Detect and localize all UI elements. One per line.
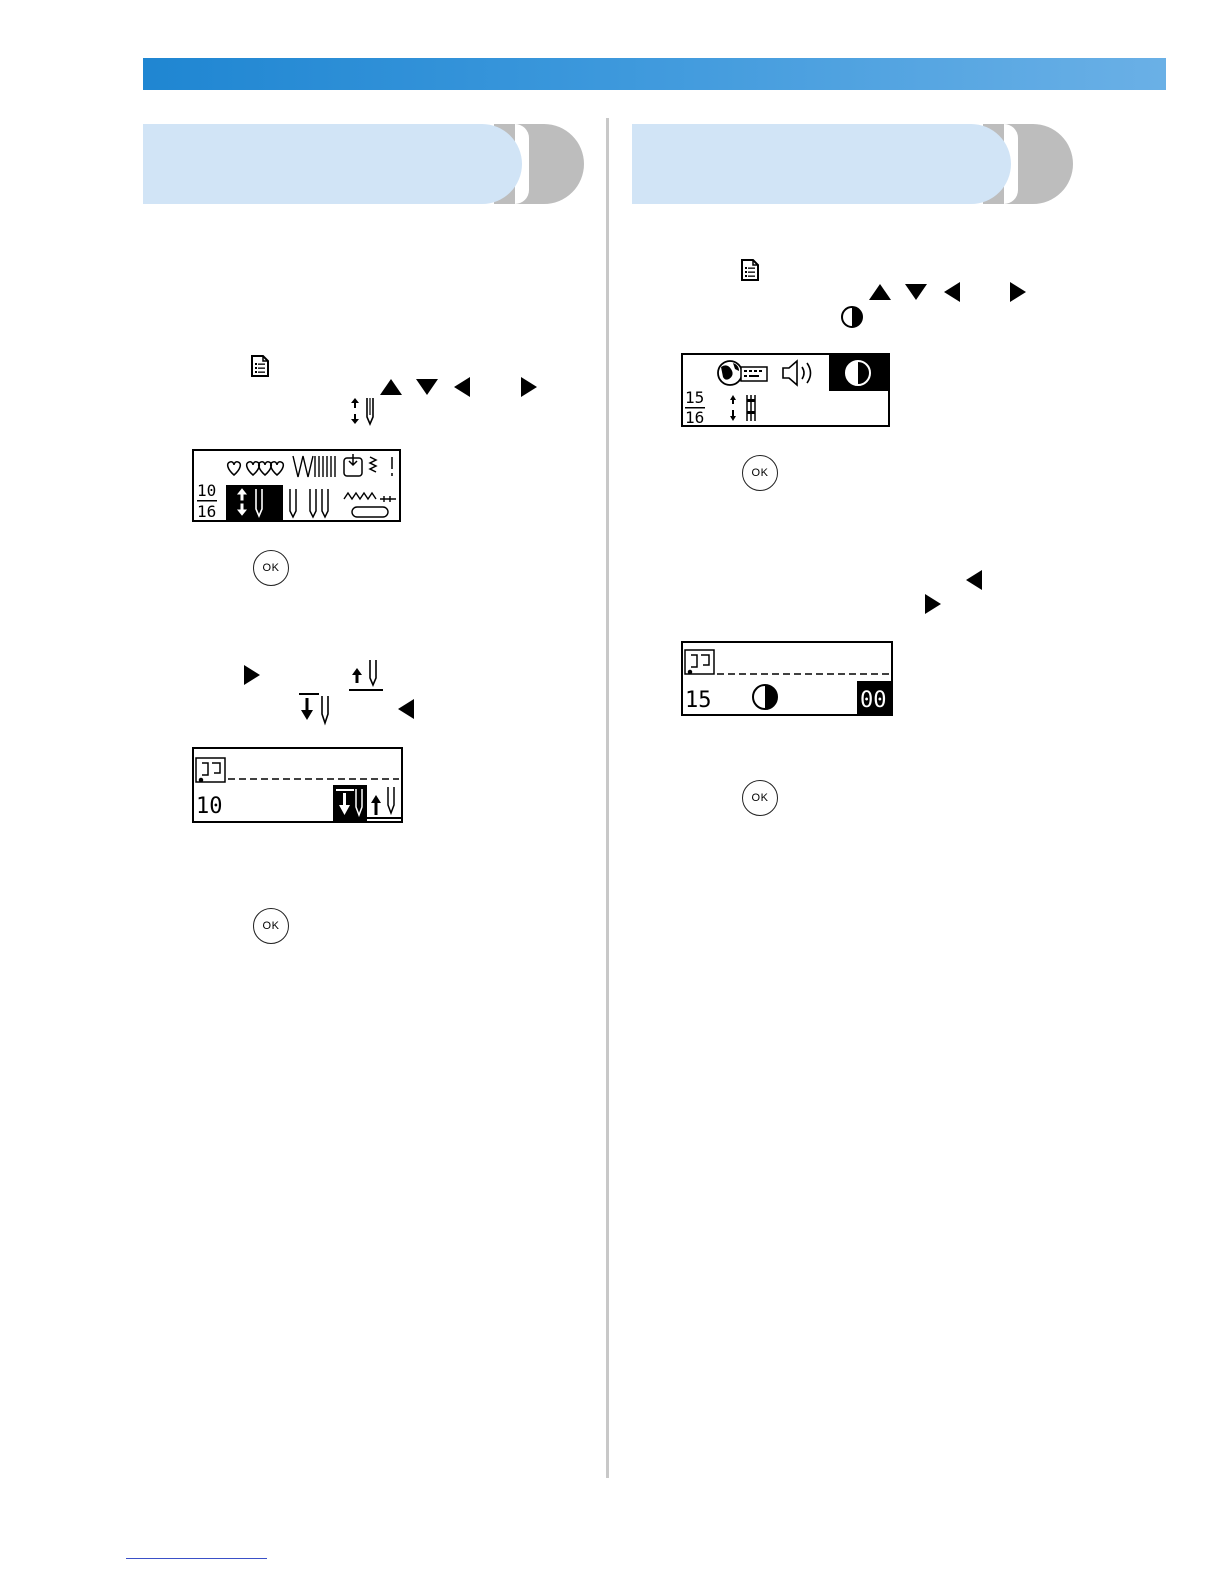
column-divider: [606, 118, 609, 1478]
sewing-machine-icon: [685, 650, 714, 674]
ok-button-label: OK: [262, 562, 280, 574]
left-arrow-icon: [453, 376, 471, 398]
left-arrow-icon: [965, 569, 983, 591]
left-arrow-icon: [397, 698, 415, 720]
needle-up-icon: [348, 656, 384, 692]
setting-row-number: 10: [196, 794, 223, 819]
page-top-number: 10: [197, 481, 217, 500]
ok-button[interactable]: [253, 550, 289, 586]
stitch-pattern-icon: [293, 456, 335, 477]
page-bottom-number: 16: [197, 502, 217, 520]
settings-menu-icon: [248, 354, 272, 378]
contrast-value: 00: [860, 688, 887, 713]
bobbin-icon: [344, 454, 362, 476]
settings-menu-icon: [738, 258, 762, 282]
speaker-icon: [783, 361, 811, 385]
header-bar: [143, 58, 1166, 90]
right-arrow-icon: [1009, 281, 1027, 303]
needle-down-icon: [298, 692, 334, 728]
right-arrow-icon: [243, 664, 261, 686]
right-arrow-icon: [924, 593, 942, 615]
lcd-contrast-setting-screen: [681, 641, 893, 716]
contrast-icon: [840, 305, 864, 329]
ok-button[interactable]: [742, 455, 778, 491]
ok-button[interactable]: [253, 908, 289, 944]
sewing-machine-icon: [196, 758, 225, 782]
language-icon: [718, 361, 767, 385]
thread-icon: [370, 457, 392, 476]
up-arrow-icon: [868, 283, 892, 301]
ok-button-label: OK: [262, 920, 280, 932]
down-arrow-icon: [904, 283, 928, 301]
down-arrow-icon: [415, 378, 439, 396]
lcd-contrast-menu-screen: [681, 353, 890, 427]
ok-button-label: OK: [751, 467, 769, 479]
contrast-selected-icon: [846, 361, 870, 385]
needle-adjust-icon: [730, 395, 755, 421]
contrast-icon: [753, 685, 777, 709]
heart-pattern-icon: [228, 462, 284, 475]
up-arrow-icon: [379, 378, 403, 396]
ok-button[interactable]: [742, 780, 778, 816]
right-section-heading: [632, 124, 1073, 204]
setting-row-number: 15: [685, 688, 712, 713]
footer-link-underline[interactable]: [126, 1558, 267, 1559]
ok-button-label: OK: [751, 792, 769, 804]
lcd-settings-menu-screen: [192, 449, 401, 522]
right-arrow-icon: [520, 376, 538, 398]
needle-position-icon: [348, 395, 378, 427]
lcd-needle-position-screen: [192, 747, 403, 823]
left-arrow-icon: [943, 281, 961, 303]
page-top-number: 15: [685, 388, 705, 407]
left-section-heading: [143, 124, 584, 204]
page-bottom-number: 16: [685, 408, 705, 425]
